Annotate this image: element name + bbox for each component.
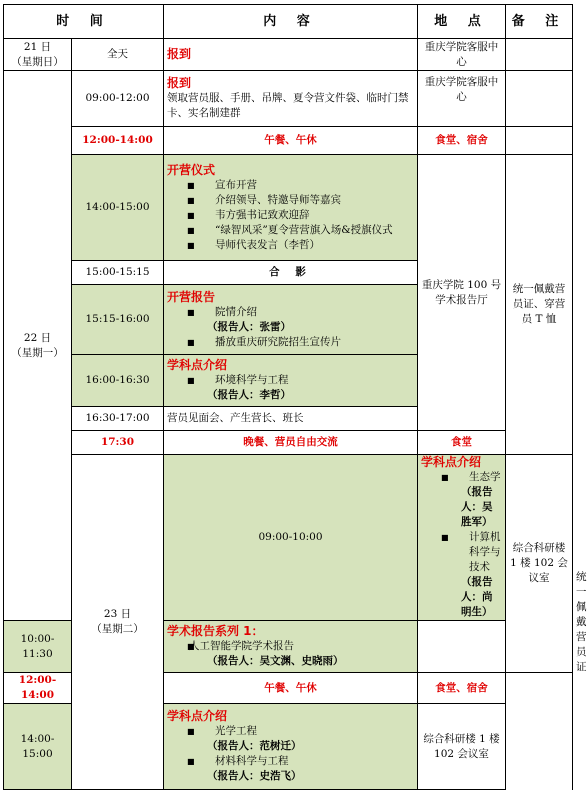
day23-r2-time: 10:00-11:30: [4, 621, 72, 673]
day22-date: 22 日: [23, 331, 52, 344]
day21-weekday: （星期日）: [11, 55, 64, 68]
reporter-line: （报告人：尚明生）: [461, 576, 493, 618]
day22-date-cell: [4, 71, 72, 621]
list-item: ■ 宣布开营: [167, 178, 414, 193]
day21-note: [506, 39, 573, 71]
day22-r1-title: 报到: [167, 76, 192, 90]
day22-r1-note: [506, 71, 573, 127]
list-item: ■ 环境科学与工程: [167, 373, 414, 388]
day23-r2-title: 学术报告系列 1：: [167, 624, 264, 638]
day22-r2-place: 食堂、宿舍: [418, 127, 506, 155]
table-row: [4, 431, 573, 455]
reporter-line: （报告人：史浩飞）: [207, 770, 302, 782]
day21-place: 重庆学院客服中心: [418, 39, 506, 71]
day22-r6-title: 学科点介绍: [167, 358, 228, 372]
day22-r8-content: 晚餐、营员自由交流: [164, 431, 418, 455]
list-item: ■ “绿智风采”夏令营营旗入场&授旗仪式: [167, 223, 414, 238]
day21-date: 21 日: [23, 40, 52, 53]
day22-r7-content: 营员见面会、产生营长、班长: [164, 407, 418, 431]
day23-r3-content: 午餐、午休: [164, 673, 418, 704]
header-place: 地 点: [418, 5, 506, 39]
day22-r2-time: 12:00-14:00: [72, 127, 164, 155]
day22-r3-content: [164, 155, 418, 261]
header-content: 内 容: [164, 5, 418, 39]
day21-content-cell: [164, 39, 418, 71]
day23-place-b: 综合科研楼 1 楼 102 会议室: [418, 704, 506, 790]
list-item: ■ 院情介绍: [167, 305, 414, 320]
list-item: ■ 导师代表发言（李哲）: [167, 238, 414, 253]
day23-r1-title: 学科点介绍: [421, 455, 482, 469]
table-row: [4, 155, 573, 261]
day22-r5-title: 开营报告: [167, 289, 216, 304]
day21-time: 全天: [72, 39, 164, 71]
day22-r6-time: 16:00-16:30: [72, 355, 164, 407]
list-item: ■ 生态学: [421, 470, 502, 485]
day22-r1-place: 重庆学院客服中心: [418, 71, 506, 127]
day22-weekday: （星期一）: [11, 346, 64, 359]
table-row: [4, 71, 573, 127]
list-item: ■ 播放重庆研究院招生宣传片: [167, 335, 414, 350]
reporter-line: （报告人：吴胜军）: [461, 486, 493, 528]
reporter-line: （报告人：吴文渊、史晓雨）: [207, 655, 344, 667]
table-row: 23 日 （星期二） 09:00-10:00 学科点介绍 ■ 生态学 （报告人：吴胜军） ■ 计算机科学与技术 （报告人：尚明生） 综合科研楼 1 楼 102 会议室 统一佩戴营员证: [4, 455, 573, 621]
list-item: ■ 韦方强书记致欢迎辞: [167, 208, 414, 223]
schedule-wrapper: [3, 4, 587, 790]
day22-r1-time: 09:00-12:00: [72, 71, 164, 127]
day22-r1-text: 领取营员服、手册、吊牌、夏令营文件袋、临时门禁卡、实名制建群: [167, 92, 409, 119]
list-item: ■ 人工智能学院学术报告: [167, 639, 414, 654]
day23-weekday: （星期二）: [91, 623, 144, 635]
day22-r6-content: [164, 355, 418, 407]
day23-date-cell: [72, 455, 164, 790]
list-item: ■ 材料科学与工程: [167, 754, 414, 769]
reporter-line: （报告人：张雷）: [207, 320, 291, 333]
day22-r3-title: 开营仪式: [167, 162, 216, 177]
list-item: ■ 计算机科学与技术: [421, 530, 502, 575]
header-row: [4, 5, 573, 39]
list-item: ■ 光学工程: [167, 724, 414, 739]
header-note: 备 注: [506, 5, 573, 39]
day23-r4-time: 14:00-15:00: [4, 704, 72, 790]
day22-r8-place: 食堂: [418, 431, 506, 455]
day21-content: 报到: [167, 46, 192, 61]
day23-r4-content: [164, 704, 418, 790]
day21-date-cell: [4, 39, 72, 71]
table-row: [4, 39, 573, 71]
day22-place-main: 重庆学院 100 号学术报告厅: [418, 155, 506, 431]
table-row: [4, 127, 573, 155]
day22-r5-content: [164, 285, 418, 355]
day23-place-a: 综合科研楼 1 楼 102 会议室: [506, 455, 573, 673]
day23-r3-time: 12:00-14:00: [4, 673, 72, 704]
day22-r4-content: 合 影: [164, 261, 418, 285]
day23-date: 23 日: [103, 608, 132, 620]
day22-r4-time: 15:00-15:15: [72, 261, 164, 285]
day23-r3-place: 食堂、宿舍: [418, 673, 506, 704]
day22-r2-note: [506, 127, 573, 155]
day22-r5-time: 15:15-16:00: [72, 285, 164, 355]
header-time: 时 间: [4, 5, 164, 39]
reporter-line: （报告人：李哲）: [207, 389, 291, 401]
day22-r7-time: 16:30-17:00: [72, 407, 164, 431]
schedule-table: [3, 4, 587, 790]
day22-r3-time: 14:00-15:00: [72, 155, 164, 261]
day23-r1-content: [418, 455, 506, 621]
day22-r1-content: [164, 71, 418, 127]
day22-r8-time: 17:30: [72, 431, 164, 455]
day23-r2-content: [164, 621, 418, 673]
day22-r2-content: 午餐、午休: [164, 127, 418, 155]
list-item: ■ 介绍领导、特邀导师等嘉宾: [167, 193, 414, 208]
reporter-line: （报告人：范树迁）: [207, 740, 302, 752]
day23-r1-time: 09:00-10:00: [164, 455, 418, 621]
day22-note: 统一佩戴营员证、穿营员 T 恤: [506, 155, 573, 455]
day23-r4-title: 学科点介绍: [167, 709, 228, 723]
